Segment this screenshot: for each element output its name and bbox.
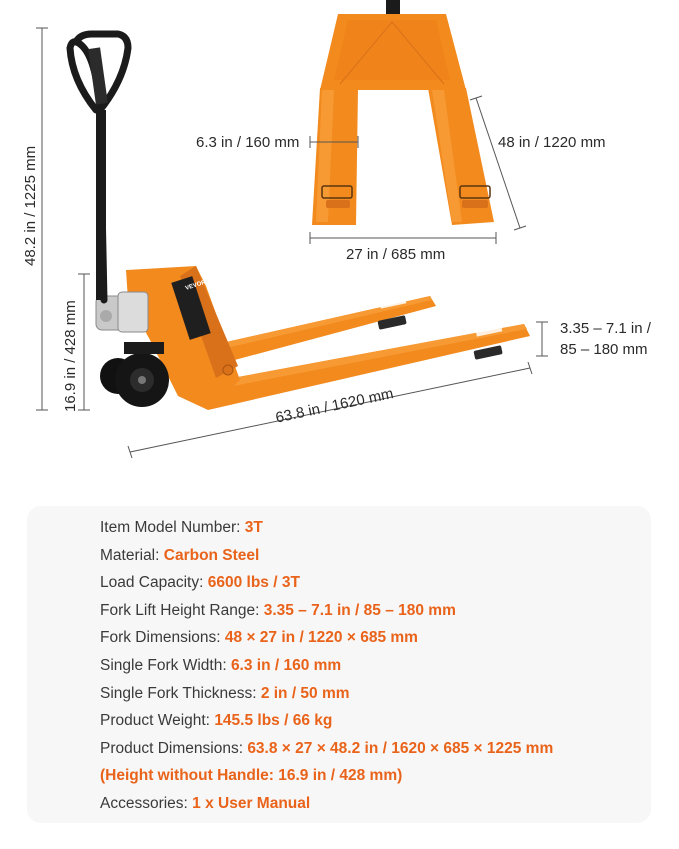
spec-single-fork-thickness: Single Fork Thickness: 2 in / 50 mm: [100, 684, 350, 702]
spec-product-dimensions: Product Dimensions: 63.8 × 27 × 48.2 in / 1620 × 685 × 1225 mm: [100, 739, 554, 757]
brand-label: VEVOR: [184, 279, 207, 292]
spec-single-fork-width: Single Fork Width: 6.3 in / 160 mm: [100, 656, 342, 674]
overall-width-label: 27 in / 685 mm: [346, 246, 446, 263]
spec-load-capacity: Load Capacity: 6600 lbs / 3T: [100, 574, 300, 592]
fork-gap-label: 6.3 in / 160 mm: [196, 134, 300, 151]
spec-accessories: Accessories: 1 x User Manual: [100, 794, 311, 812]
spec-list: [100, 514, 553, 818]
spec-fork-dimensions: Fork Dimensions: 48 × 27 in / 1220 × 685 mm: [100, 629, 418, 647]
total-height-label: 48.2 in / 1225 mm: [22, 145, 39, 266]
spec-material: Material: Carbon Steel: [100, 546, 260, 564]
fork-length-label: 48 in / 1220 mm: [498, 134, 606, 151]
lowered-height-label: 16.9 in / 428 mm: [62, 300, 79, 412]
total-length-label: 63.8 in / 1620 mm: [274, 385, 395, 427]
spec-lift-height-range: Fork Lift Height Range: 3.35 – 7.1 in / 85 – 180 mm: [100, 601, 456, 619]
top-view: [310, 0, 526, 244]
lift-range-label-line2: 85 – 180 mm: [560, 341, 648, 358]
lift-range-label-line1: 3.35 – 7.1 in /: [560, 320, 651, 337]
spec-height-note: (Height without Handle: 16.9 in / 428 mm): [100, 767, 403, 785]
spec-model-number: Item Model Number: 3T: [100, 519, 263, 536]
spec-product-weight: Product Weight: 145.5 lbs / 66 kg: [100, 712, 333, 730]
side-view: [36, 28, 548, 458]
handle-shaft: [96, 110, 106, 300]
